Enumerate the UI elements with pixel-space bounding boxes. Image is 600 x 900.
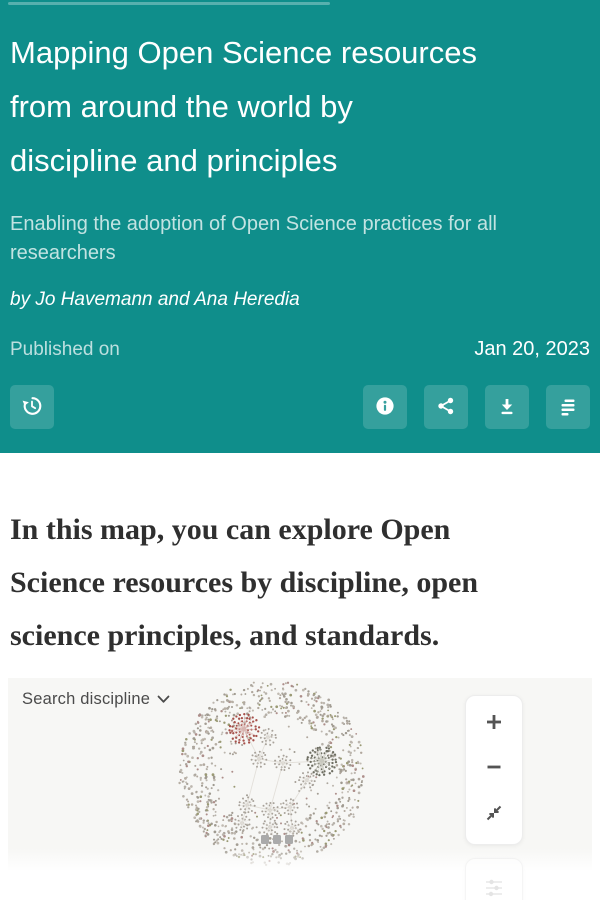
download-icon <box>497 396 517 419</box>
pub-toolbar <box>10 385 590 429</box>
history-icon <box>21 395 43 420</box>
published-row <box>10 338 590 361</box>
search-discipline-dropdown[interactable] <box>22 690 170 709</box>
byline[interactable]: by Jo Havemann and Ana Heredia <box>10 289 300 310</box>
page-title-line: discipline and principles <box>10 143 338 178</box>
share-button[interactable] <box>424 385 468 429</box>
intro-line: Science resources by discipline, open <box>10 566 479 599</box>
intro-line: science principles, and standards. <box>10 619 440 652</box>
published-label: Published on <box>10 339 120 360</box>
history-button[interactable] <box>10 385 54 429</box>
page-subtitle: Enabling the adoption of Open Science practices for all researchers <box>10 213 497 264</box>
zoom-in-button[interactable] <box>477 710 511 740</box>
zoom-in-icon <box>484 712 504 737</box>
contents-button[interactable] <box>546 385 590 429</box>
page-title <box>10 26 590 188</box>
filters-icon <box>483 877 505 900</box>
compress-icon <box>484 803 504 828</box>
zoom-out-button[interactable] <box>477 755 511 785</box>
info-icon <box>375 396 395 419</box>
map-filter-panel[interactable] <box>465 858 523 900</box>
search-discipline-label: Search discipline <box>22 690 151 708</box>
intro-paragraph <box>10 503 590 662</box>
info-button[interactable] <box>363 385 407 429</box>
page-title-line: Mapping Open Science resources <box>10 35 477 70</box>
chevron-down-icon <box>157 690 170 709</box>
page-title-line: from around the world by <box>10 89 353 124</box>
share-icon <box>436 396 456 419</box>
published-date: Jan 20, 2023 <box>474 338 590 360</box>
zoom-fit-button[interactable] <box>477 800 511 830</box>
scroll-progress-bar <box>8 2 330 5</box>
contents-icon <box>558 396 578 419</box>
download-button[interactable] <box>485 385 529 429</box>
map-zoom-controls <box>465 695 523 845</box>
map-embed[interactable] <box>8 678 592 900</box>
zoom-out-icon <box>484 757 504 782</box>
intro-line: In this map, you can explore Open <box>10 513 451 546</box>
